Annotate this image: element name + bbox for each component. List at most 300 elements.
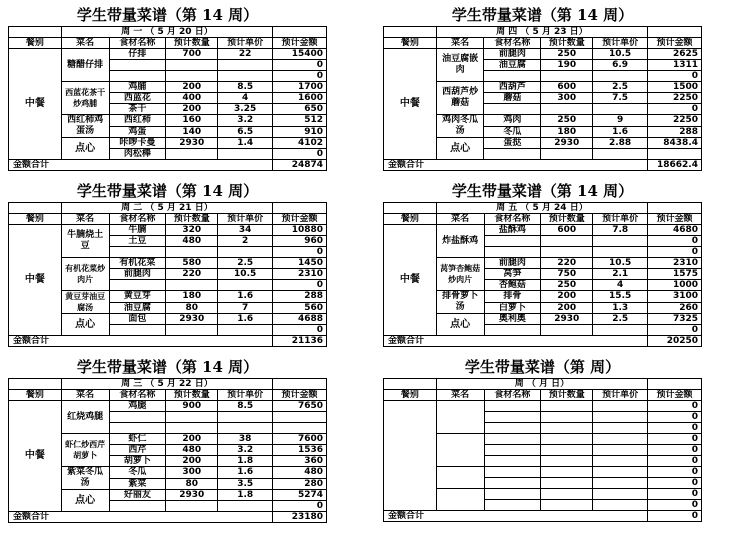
ingredient-name: 蛋挞 <box>484 138 541 149</box>
dish-name: 黄豆芽油豆腐汤 <box>61 291 109 314</box>
ingredient-name <box>484 434 541 445</box>
total-row <box>384 160 702 171</box>
quantity: 200 <box>541 291 593 303</box>
quantity <box>541 401 593 412</box>
unit-price: 10.5 <box>218 269 273 280</box>
menu-title: 学生带量菜谱（第 14 周） <box>76 358 259 376</box>
amount: 0 <box>648 434 702 445</box>
column-header: 预计单价 <box>593 38 648 49</box>
unit-price: 3.5 <box>218 478 273 490</box>
day-label: 周 五 （ 5 月 24 日） <box>436 203 647 214</box>
ingredient-name: 西葫芦 <box>484 82 541 93</box>
amount: 7650 <box>273 401 327 412</box>
day-row-blank <box>273 203 327 214</box>
amount: 480 <box>273 467 327 479</box>
ingredient-name: 面包 <box>109 314 166 325</box>
column-header: 菜名 <box>436 390 484 401</box>
menu-title: 学生带量菜谱（第 14 周） <box>451 6 634 24</box>
column-header: 预计金额 <box>648 214 702 225</box>
ingredient-name <box>484 401 541 412</box>
amount: 0 <box>648 71 702 82</box>
ingredient-name: 杏鲍菇 <box>484 280 541 291</box>
quantity: 2930 <box>166 314 218 325</box>
unit-price <box>593 445 648 456</box>
table-row <box>9 49 327 60</box>
amount: 2310 <box>648 258 702 269</box>
amount: 288 <box>648 126 702 138</box>
dish-name: 紫菜冬瓜汤 <box>61 467 109 490</box>
unit-price <box>593 500 648 511</box>
unit-price: 2 <box>218 236 273 247</box>
amount: 2250 <box>648 115 702 127</box>
dish-name: 点心 <box>436 138 484 160</box>
unit-price <box>218 412 273 423</box>
quantity: 220 <box>541 258 593 269</box>
ingredient-name <box>484 247 541 258</box>
ingredient-name: 盐酥鸡 <box>484 225 541 236</box>
amount: 0 <box>273 280 327 291</box>
header-row <box>384 390 702 401</box>
unit-price: 2.5 <box>593 82 648 93</box>
column-header: 菜名 <box>436 214 484 225</box>
ingredient-name: 胡萝卜 <box>109 456 166 467</box>
unit-price: 1.6 <box>593 126 648 138</box>
unit-price: 10.5 <box>593 49 648 60</box>
total-row <box>384 336 702 347</box>
quantity <box>541 104 593 115</box>
amount: 0 <box>273 60 327 71</box>
quantity: 580 <box>166 258 218 269</box>
ingredient-name: 莴笋 <box>484 269 541 280</box>
quantity <box>541 236 593 247</box>
ingredient-name: 冬瓜 <box>484 126 541 138</box>
quantity <box>541 412 593 423</box>
dish-name: 油豆腐嵌肉 <box>436 49 484 82</box>
unit-price <box>593 247 648 258</box>
quantity: 600 <box>541 225 593 236</box>
total-row <box>384 511 702 522</box>
quantity <box>541 467 593 478</box>
unit-price: 1.8 <box>218 456 273 467</box>
day-row-blank <box>273 27 327 38</box>
unit-price: 1.4 <box>218 138 273 149</box>
ingredient-name: 油豆腐 <box>109 302 166 314</box>
quantity: 220 <box>166 269 218 280</box>
day-label: 周 一 （ 5 月 20 日） <box>61 27 272 38</box>
menu-table <box>8 26 327 171</box>
quantity: 140 <box>166 126 218 138</box>
unit-price <box>593 236 648 247</box>
column-header: 食材名称 <box>484 214 541 225</box>
unit-price <box>593 412 648 423</box>
amount: 0 <box>648 478 702 489</box>
amount: 0 <box>273 501 327 512</box>
ingredient-name <box>109 423 166 434</box>
column-header: 预计金额 <box>273 214 327 225</box>
ingredient-name <box>484 104 541 115</box>
quantity <box>541 149 593 160</box>
quantity: 250 <box>541 280 593 291</box>
amount: 8438.4 <box>648 138 702 149</box>
amount: 0 <box>648 423 702 434</box>
quantity: 900 <box>166 401 218 412</box>
meal-type: 中餐 <box>9 401 62 512</box>
amount: 1536 <box>273 445 327 456</box>
unit-price <box>218 149 273 160</box>
amount: 15400 <box>273 49 327 60</box>
amount: 0 <box>648 445 702 456</box>
quantity <box>166 501 218 512</box>
ingredient-name: 西芹 <box>109 445 166 456</box>
total-amount: 24874 <box>273 160 327 171</box>
menu-title: 学生带量菜谱（第 14 周） <box>76 182 259 200</box>
day-label: 周 （ 月 日） <box>436 379 647 390</box>
day-row-blank <box>9 27 62 38</box>
dish-name <box>436 467 484 489</box>
column-header: 预计数量 <box>541 390 593 401</box>
unit-price: 7 <box>218 302 273 314</box>
ingredient-name: 鸡蛋 <box>109 126 166 138</box>
quantity <box>541 247 593 258</box>
quantity <box>166 412 218 423</box>
table-row <box>384 401 702 412</box>
total-label: 金额合计 <box>384 511 648 522</box>
unit-price <box>593 478 648 489</box>
column-header: 预计数量 <box>166 38 218 49</box>
ingredient-name: 冬瓜 <box>109 467 166 479</box>
unit-price: 1.8 <box>218 490 273 501</box>
header-row <box>384 38 702 49</box>
dish-name: 红烧鸡腿 <box>61 401 109 434</box>
unit-price <box>593 149 648 160</box>
amount: 1700 <box>273 82 327 93</box>
unit-price: 22 <box>218 49 273 60</box>
amount: 1450 <box>273 258 327 269</box>
amount: 0 <box>648 456 702 467</box>
column-header: 食材名称 <box>484 390 541 401</box>
amount: 360 <box>273 456 327 467</box>
amount: 2625 <box>648 49 702 60</box>
dish-name: 有机花菜炒肉片 <box>61 258 109 291</box>
unit-price <box>218 280 273 291</box>
amount: 0 <box>648 412 702 423</box>
ingredient-name <box>484 500 541 511</box>
ingredient-name: 仔排 <box>109 49 166 60</box>
column-header: 食材名称 <box>484 38 541 49</box>
day-label: 周 三 （ 5 月 22 日） <box>61 379 272 390</box>
total-label: 金额合计 <box>9 512 273 523</box>
column-header: 餐别 <box>384 214 437 225</box>
quantity: 200 <box>166 434 218 445</box>
amount: 1575 <box>648 269 702 280</box>
total-label: 金额合计 <box>9 336 273 347</box>
amount: 4102 <box>273 138 327 149</box>
ingredient-name <box>484 325 541 336</box>
ingredient-name: 鸡肉 <box>484 115 541 127</box>
amount: 1500 <box>648 82 702 93</box>
ingredient-name: 西红柿 <box>109 115 166 127</box>
ingredient-name: 前腿肉 <box>109 269 166 280</box>
menu-table <box>8 202 327 347</box>
ingredient-name: 前腿肉 <box>484 49 541 60</box>
dish-name: 莴笋杏鲍菇炒肉片 <box>436 258 484 291</box>
unit-price: 38 <box>218 434 273 445</box>
quantity <box>166 325 218 336</box>
column-header: 餐别 <box>9 214 62 225</box>
amount: 0 <box>648 467 702 478</box>
column-header: 预计金额 <box>648 390 702 401</box>
ingredient-name <box>109 247 166 258</box>
amount: 7600 <box>273 434 327 445</box>
ingredient-name: 有机花菜 <box>109 258 166 269</box>
amount: 10880 <box>273 225 327 236</box>
day-row <box>9 203 327 214</box>
quantity: 160 <box>166 115 218 127</box>
quantity: 2930 <box>541 314 593 325</box>
unit-price <box>218 247 273 258</box>
menu-table <box>383 378 702 522</box>
quantity: 180 <box>166 291 218 303</box>
column-header: 预计数量 <box>166 390 218 401</box>
ingredient-name <box>484 236 541 247</box>
unit-price <box>593 423 648 434</box>
dish-name: 点心 <box>436 314 484 336</box>
ingredient-name <box>484 149 541 160</box>
quantity: 480 <box>166 236 218 247</box>
menu-table <box>8 378 327 523</box>
menu-title: 学生带量菜谱（第 14 周） <box>76 6 259 24</box>
quantity <box>541 478 593 489</box>
dish-name: 西蓝花茶干炒鸡脯 <box>61 82 109 115</box>
amount: 0 <box>273 247 327 258</box>
quantity <box>541 325 593 336</box>
unit-price: 2.88 <box>593 138 648 149</box>
column-header: 餐别 <box>9 38 62 49</box>
header-row <box>9 390 327 401</box>
ingredient-name <box>484 467 541 478</box>
quantity: 750 <box>541 269 593 280</box>
ingredient-name <box>484 412 541 423</box>
total-label: 金额合计 <box>384 160 648 171</box>
quantity: 2930 <box>166 490 218 501</box>
unit-price <box>593 456 648 467</box>
quantity: 200 <box>166 456 218 467</box>
quantity: 200 <box>166 104 218 115</box>
header-row <box>384 214 702 225</box>
unit-price: 3.2 <box>218 115 273 127</box>
day-label: 周 四 （ 5 月 23 日） <box>436 27 647 38</box>
unit-price: 7.5 <box>593 93 648 104</box>
quantity: 190 <box>541 60 593 71</box>
unit-price: 6.5 <box>218 126 273 138</box>
amount: 2250 <box>648 93 702 104</box>
ingredient-name <box>484 489 541 500</box>
quantity <box>541 500 593 511</box>
quantity: 480 <box>166 445 218 456</box>
dish-name: 点心 <box>61 490 109 512</box>
ingredient-name: 好丽友 <box>109 490 166 501</box>
amount: 1311 <box>648 60 702 71</box>
dish-name: 鸡肉冬瓜汤 <box>436 115 484 138</box>
ingredient-name <box>109 60 166 71</box>
amount: 4688 <box>273 314 327 325</box>
amount: 280 <box>273 478 327 490</box>
meal-type: 中餐 <box>384 225 437 336</box>
quantity <box>166 280 218 291</box>
amount: 910 <box>273 126 327 138</box>
unit-price: 1.3 <box>593 302 648 314</box>
ingredient-name <box>109 501 166 512</box>
unit-price: 9 <box>593 115 648 127</box>
amount: 1000 <box>648 280 702 291</box>
quantity: 180 <box>541 126 593 138</box>
table-row <box>384 225 702 236</box>
meal-type: 中餐 <box>9 49 62 160</box>
ingredient-name: 油豆腐 <box>484 60 541 71</box>
menu-title: 学生带量菜谱（第 周） <box>464 358 621 376</box>
amount: 3100 <box>648 291 702 303</box>
unit-price <box>593 489 648 500</box>
ingredient-name: 咔啰卡曼 <box>109 138 166 149</box>
quantity <box>166 149 218 160</box>
day-row-blank <box>384 379 437 390</box>
ingredient-name <box>484 71 541 82</box>
quantity: 2930 <box>166 138 218 149</box>
unit-price <box>593 401 648 412</box>
ingredient-name <box>109 280 166 291</box>
column-header: 食材名称 <box>109 38 166 49</box>
amount <box>273 412 327 423</box>
unit-price: 7.8 <box>593 225 648 236</box>
unit-price <box>593 71 648 82</box>
meal-type: 中餐 <box>9 225 62 336</box>
total-label: 金额合计 <box>9 160 273 171</box>
header-row <box>9 214 327 225</box>
day-row-blank <box>9 379 62 390</box>
quantity <box>541 423 593 434</box>
amount: 0 <box>648 401 702 412</box>
column-header: 预计单价 <box>593 390 648 401</box>
ingredient-name: 西蓝花 <box>109 93 166 104</box>
ingredient-name: 蘑菇 <box>484 93 541 104</box>
quantity: 80 <box>166 478 218 490</box>
ingredient-name: 茶干 <box>109 104 166 115</box>
amount: 650 <box>273 104 327 115</box>
ingredient-name: 鸡脯 <box>109 82 166 93</box>
unit-price <box>593 325 648 336</box>
quantity: 300 <box>541 93 593 104</box>
unit-price: 1.6 <box>218 314 273 325</box>
quantity <box>166 71 218 82</box>
day-row <box>384 379 702 390</box>
unit-price <box>593 434 648 445</box>
menu-table <box>383 26 702 171</box>
ingredient-name <box>484 445 541 456</box>
total-amount: 20250 <box>648 336 702 347</box>
ingredient-name <box>484 423 541 434</box>
day-row <box>9 27 327 38</box>
unit-price <box>593 104 648 115</box>
ingredient-name: 紫菜 <box>109 478 166 490</box>
column-header: 预计数量 <box>541 214 593 225</box>
day-row-blank <box>648 203 702 214</box>
unit-price: 1.6 <box>218 467 273 479</box>
ingredient-name <box>109 71 166 82</box>
ingredient-name: 肉松棒 <box>109 149 166 160</box>
unit-price: 15.5 <box>593 291 648 303</box>
total-amount: 18662.4 <box>648 160 702 171</box>
ingredient-name <box>109 412 166 423</box>
ingredient-name: 牛腩 <box>109 225 166 236</box>
day-row-blank <box>384 27 437 38</box>
dish-name: 点心 <box>61 314 109 336</box>
quantity <box>541 434 593 445</box>
amount: 260 <box>648 302 702 314</box>
column-header: 食材名称 <box>109 214 166 225</box>
quantity: 320 <box>166 225 218 236</box>
unit-price: 2.5 <box>218 258 273 269</box>
amount: 1600 <box>273 93 327 104</box>
quantity <box>541 71 593 82</box>
day-row-blank <box>648 27 702 38</box>
unit-price: 4 <box>218 93 273 104</box>
ingredient-name <box>484 456 541 467</box>
amount: 560 <box>273 302 327 314</box>
dish-name: 西红柿鸡蛋汤 <box>61 115 109 138</box>
dish-name <box>436 401 484 434</box>
table-row <box>9 225 327 236</box>
day-row-blank <box>273 379 327 390</box>
amount: 5274 <box>273 490 327 501</box>
unit-price: 4 <box>593 280 648 291</box>
total-amount: 23180 <box>273 512 327 523</box>
unit-price: 2.5 <box>593 314 648 325</box>
day-row-blank <box>648 379 702 390</box>
dish-name <box>436 434 484 467</box>
quantity <box>166 247 218 258</box>
column-header: 餐别 <box>384 390 437 401</box>
ingredient-name: 前腿肉 <box>484 258 541 269</box>
total-amount: 21136 <box>273 336 327 347</box>
quantity: 600 <box>541 82 593 93</box>
column-header: 预计金额 <box>273 390 327 401</box>
header-row <box>9 38 327 49</box>
amount: 0 <box>273 325 327 336</box>
table-row <box>9 401 327 412</box>
column-header: 餐别 <box>384 38 437 49</box>
column-header: 餐别 <box>9 390 62 401</box>
ingredient-name: 排骨 <box>484 291 541 303</box>
dish-name: 点心 <box>61 138 109 160</box>
ingredient-name: 鸡腿 <box>109 401 166 412</box>
quantity: 300 <box>166 467 218 479</box>
amount <box>273 423 327 434</box>
unit-price: 8.5 <box>218 82 273 93</box>
amount: 0 <box>648 489 702 500</box>
unit-price: 34 <box>218 225 273 236</box>
meal-type <box>384 401 437 511</box>
unit-price: 3.25 <box>218 104 273 115</box>
ingredient-name <box>484 478 541 489</box>
amount: 512 <box>273 115 327 127</box>
column-header: 预计单价 <box>593 214 648 225</box>
unit-price <box>593 467 648 478</box>
quantity <box>166 423 218 434</box>
quantity: 200 <box>166 82 218 93</box>
unit-price <box>218 71 273 82</box>
amount: 4680 <box>648 225 702 236</box>
quantity: 250 <box>541 49 593 60</box>
